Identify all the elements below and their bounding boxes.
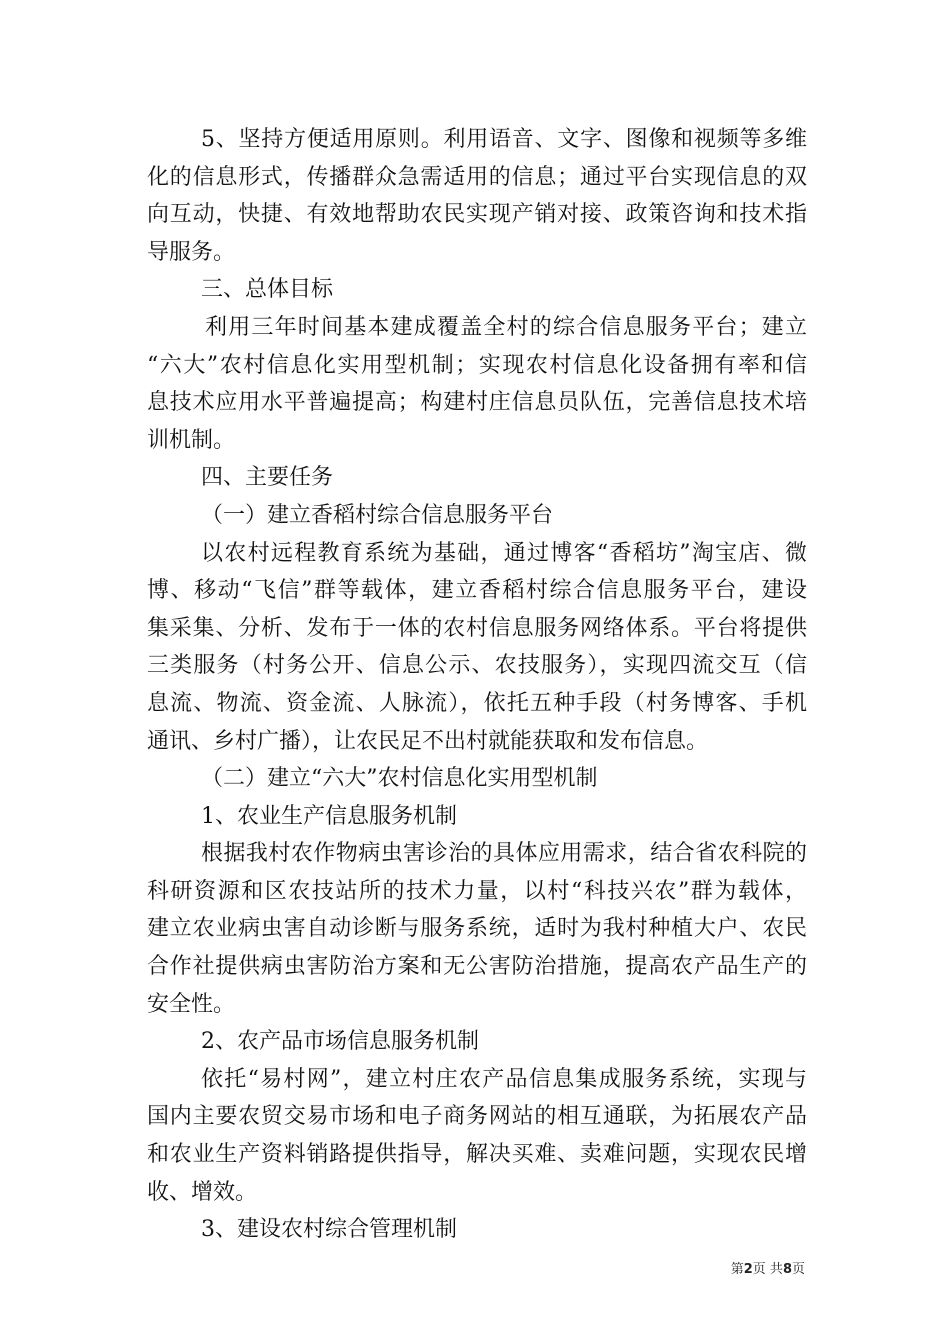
text-line: （二）建立“六大”农村信息化实用型机制 — [201, 766, 598, 792]
text-line: 利用三年时间基本建成覆盖全村的综合信息服务平台；建立 — [205, 314, 807, 340]
text-line: 通讯、乡村广播），让农民足不出村就能获取和发布信息。 — [147, 728, 709, 754]
text-line: 建立农业病虫害自动诊断与服务系统，适时为我村种植大户、农民 — [147, 916, 807, 942]
text-line: 以农村远程教育系统为基础，通过博客“香稻坊”淘宝店、微 — [201, 540, 807, 566]
text-line: 三、总体目标 — [201, 277, 334, 303]
document-body — [147, 121, 807, 1249]
text-line: 息流、物流、资金流、人脉流），依托五种手段（村务博客、手机 — [147, 690, 807, 716]
text-line: 和农业生产资料销路提供指导，解决买难、卖难问题，实现农民增 — [147, 1142, 807, 1168]
text-line: 1、农业生产信息服务机制 — [201, 803, 457, 829]
text-line: 收、增效。 — [147, 1179, 258, 1205]
footer-page-number: 2 — [743, 1262, 753, 1277]
footer-prefix: 第 — [730, 1262, 744, 1277]
text-line: 3、建设农村综合管理机制 — [201, 1217, 457, 1243]
page-footer — [731, 1258, 805, 1277]
text-line: 依托“易村网”，建立村庄农产品信息集成服务系统，实现与 — [201, 1066, 807, 1092]
footer-total-pages: 8 — [782, 1262, 792, 1277]
text-line: 5、坚持方便适用原则。利用语音、文字、图像和视频等多维 — [201, 127, 807, 152]
text-line: 向互动，快捷、有效地帮助农民实现产销对接、政策咨询和技术指 — [147, 202, 807, 228]
text-line: “六大”农村信息化实用型机制；实现农村信息化设备拥有率和信 — [147, 352, 807, 378]
text-line: 博、移动“飞信”群等载体，建立香稻村综合信息服务平台，建设 — [147, 578, 807, 604]
text-line: 导服务。 — [147, 239, 236, 265]
text-line: 科研资源和区农技站所的技术力量，以村“科技兴农”群为载体， — [147, 878, 807, 904]
text-line: （一）建立香稻村综合信息服务平台 — [201, 502, 554, 528]
text-line: 2、农产品市场信息服务机制 — [201, 1029, 479, 1055]
text-line: 训机制。 — [147, 427, 236, 453]
text-line: 安全性。 — [147, 991, 236, 1017]
text-line: 根据我村农作物病虫害诊治的具体应用需求，结合省农科院的 — [201, 841, 807, 867]
text-line: 国内主要农贸交易市场和电子商务网站的相互通联，为拓展农产品 — [147, 1104, 807, 1130]
text-line: 化的信息形式，传播群众急需适用的信息；通过平台实现信息的双 — [147, 164, 807, 190]
footer-suffix: 页 — [791, 1262, 805, 1277]
text-line: 合作社提供病虫害防治方案和无公害防治措施，提高农产品生产的 — [147, 954, 807, 980]
footer-middle: 页 共 — [752, 1262, 783, 1277]
text-line: 集采集、分析、发布于一体的农村信息服务网络体系。平台将提供 — [147, 615, 807, 641]
text-line: 息技术应用水平普遍提高；构建村庄信息员队伍，完善信息技术培 — [147, 390, 807, 416]
text-line: 三类服务（村务公开、信息公示、农技服务），实现四流交互（信 — [147, 653, 807, 679]
text-line: 四、主要任务 — [201, 465, 334, 491]
